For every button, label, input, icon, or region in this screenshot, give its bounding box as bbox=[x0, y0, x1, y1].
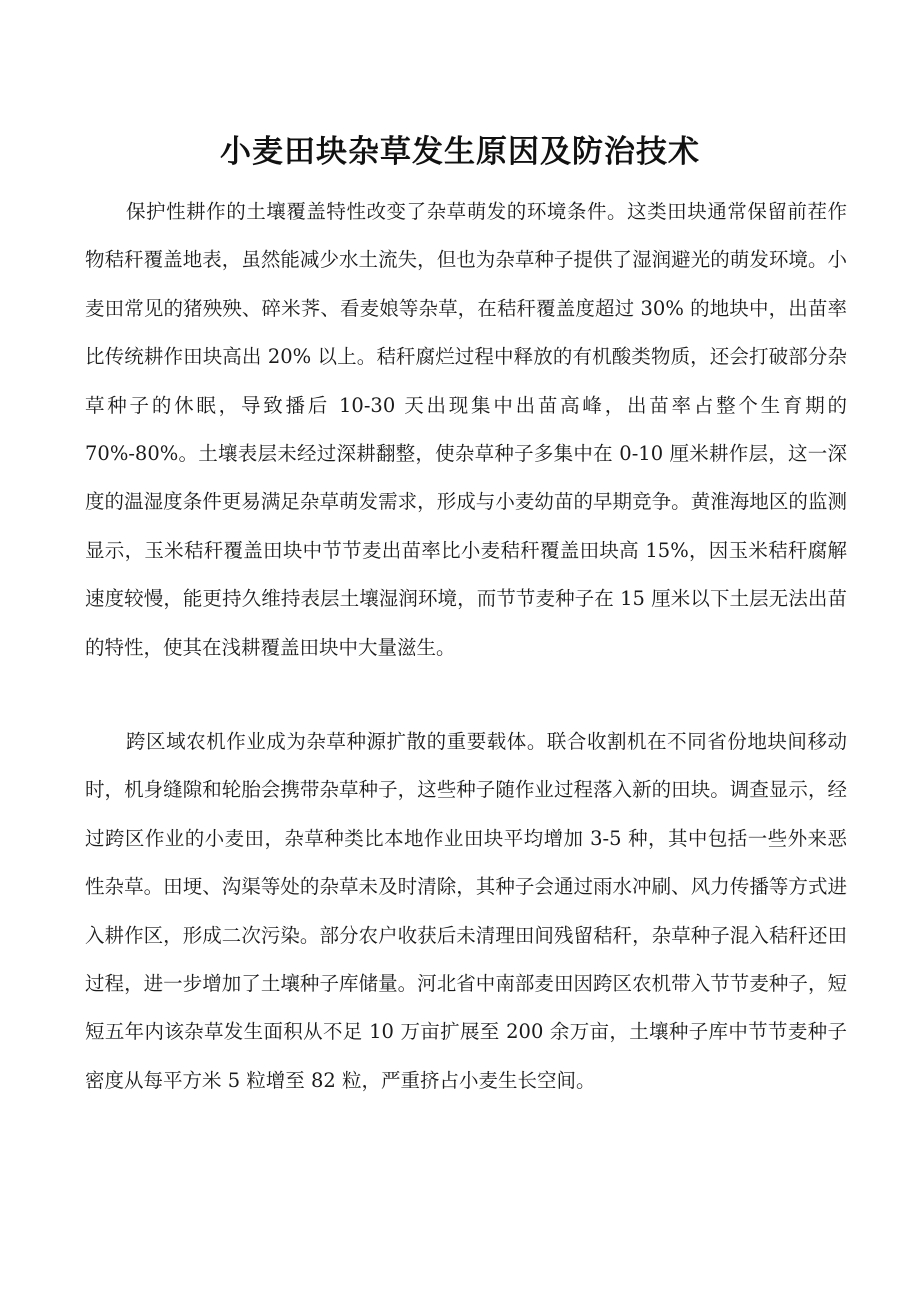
paragraph-cross-region-machinery: 跨区域农机作业成为杂草种源扩散的重要载体。联合收割机在不同省份地块间移动时，机身缝隙和轮胎会携带杂草种子，这些种子随作业过程落入新的田块。调查显示，经过跨区作业的小麦田，杂草种类比本地作业田块平均增加 3-5 种，其中包括一些外来恶性杂草。田埂、沟渠等处的杂草未及时清除，其种子会通过雨水冲刷、风力传播等方式进入耕作区，形成二次污染。部分农户收获后未清理田间残留秸秆，杂草种子混入秸秆还田过程，进一步增加了土壤种子库储量。河北省中南部麦田因跨区农机带入节节麦种子，短短五年内该杂草发生面积从不足 10 万亩扩展至 200 余万亩，土壤种子库中节节麦种子密度从每平方米 5 粒增至 82 粒，严重挤占小麦生长空间。 bbox=[85, 730, 847, 1092]
page-title: 小麦田块杂草发生原因及防治技术 bbox=[220, 134, 700, 170]
paragraph-conservation-tillage: 保护性耕作的土壤覆盖特性改变了杂草萌发的环境条件。这类田块通常保留前茬作物秸秆覆盖地表，虽然能减少水土流失，但也为杂草种子提供了湿润避光的萌发环境。小麦田常见的猪殃殃、碎米荠、看麦娘等杂草，在秸秆覆盖度超过 30% 的地块中，出苗率比传统耕作田块高出 20% 以上。秸秆腐烂过程中释放的有机酸类物质，还会打破部分杂草种子的休眠，导致播后 10-30 天出现集中出苗高峰，出苗率占整个生育期的 70%-80%。土壤表层未经过深耕翻整，使杂草种子多集中在 0-10 厘米耕作层，这一深度的温湿度条件更易满足杂草萌发需求，形成与小麦幼苗的早期竞争。黄淮海地区的监测显示，玉米秸秆覆盖田块中节节麦出苗率比小麦秸秆覆盖田块高 15%，因玉米秸秆腐解速度较慢，能更持久维持表层土壤湿润环境，而节节麦种子在 15 厘米以下土层无法出苗的特性，使其在浅耕覆盖田块中大量滋生。 bbox=[85, 200, 847, 659]
